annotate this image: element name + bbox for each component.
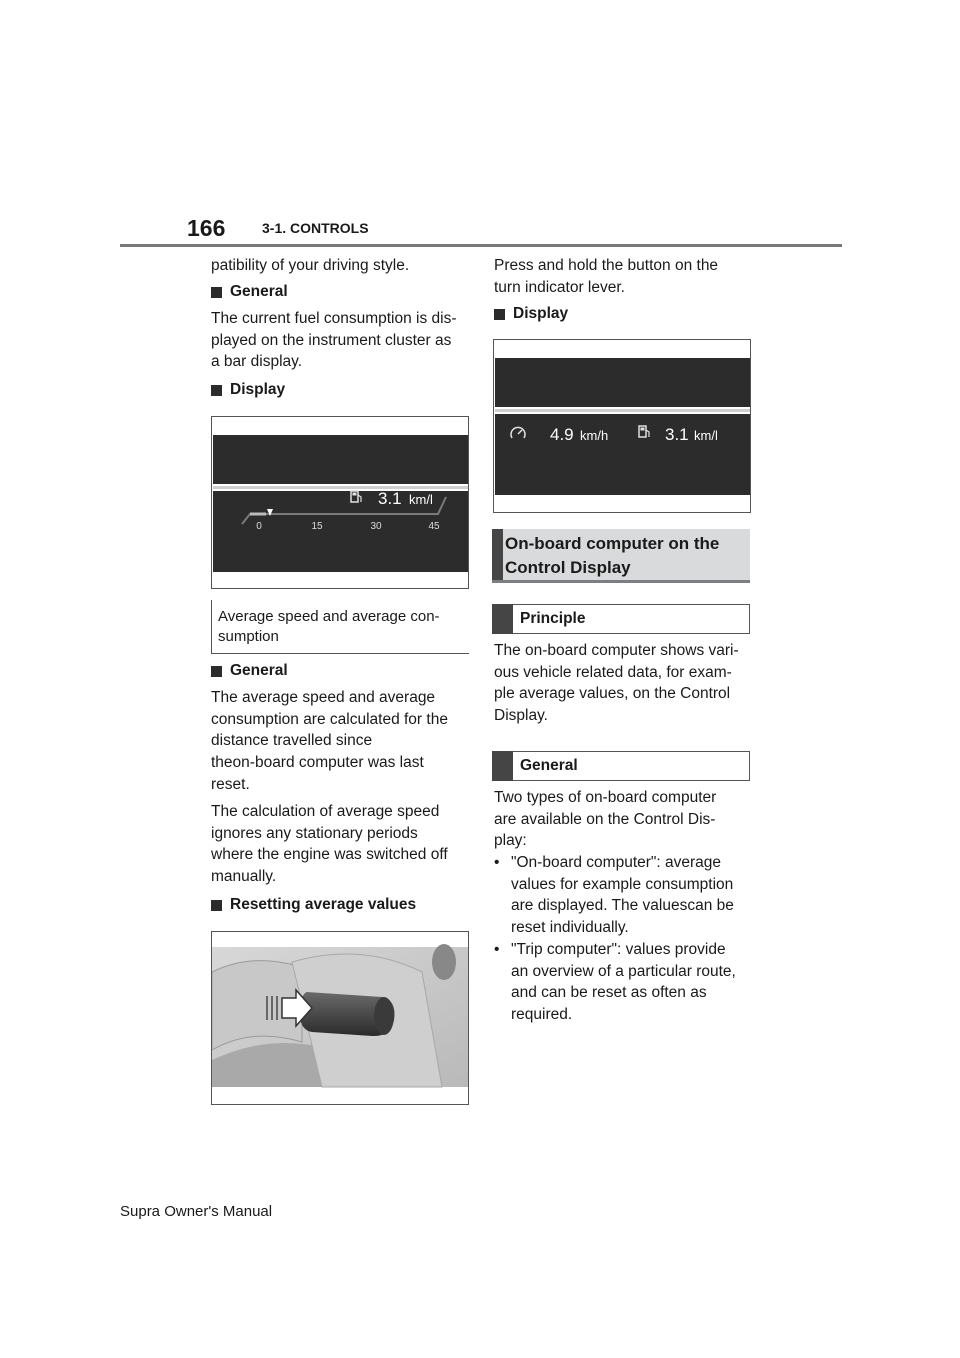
heading-display-1 <box>211 380 285 400</box>
onboard-computer-heading <box>505 532 719 580</box>
square-bullet-icon <box>211 385 222 396</box>
consumption-unit: km/l <box>409 492 433 507</box>
text-line: "Trip computer": values provide <box>511 940 726 958</box>
paragraph-calculation <box>211 801 448 888</box>
scale-label: 45 <box>428 521 440 532</box>
computer-types-list <box>494 852 754 1026</box>
figure-speed-consumption <box>493 339 751 513</box>
text-line: and can be reset as often as <box>511 984 707 1002</box>
figure-consumption-bar <box>211 416 469 589</box>
text-line: turn indicator lever. <box>494 278 625 296</box>
heading-general-1-label: General <box>230 283 288 300</box>
page-number: 166 <box>187 215 226 241</box>
heading-general-2 <box>211 661 288 681</box>
text-line: consumption are calculated for the <box>211 710 448 728</box>
text-line: a bar display. <box>211 353 303 371</box>
average-speed-unit: km/h <box>580 428 609 443</box>
scale-label: 15 <box>311 521 323 532</box>
consumption-display-screen <box>212 417 468 588</box>
average-consumption-unit: km/l <box>694 428 718 443</box>
text-line: an overview of a particular route, <box>511 962 736 980</box>
label-accent-bar <box>492 751 513 781</box>
text-line: are displayed. The valuescan be <box>511 897 734 915</box>
text-line: On-board computer on the <box>505 534 720 553</box>
bullet-dot: • <box>494 940 500 958</box>
text-line: "On-board computer": average <box>511 854 722 871</box>
text-line: Press and hold the button on the <box>494 257 719 274</box>
text-line: theon-board computer was last <box>211 754 424 772</box>
lever-illustration <box>212 932 468 1104</box>
text-line: are available on the Control Dis- <box>494 810 716 828</box>
text-line: reset. <box>211 775 250 793</box>
heading-display-2-label: Display <box>513 305 569 322</box>
label-accent-bar <box>492 604 513 634</box>
text-line: The average speed and average <box>211 689 436 706</box>
average-consumption-value: 3.1 <box>665 425 689 444</box>
text-line: where the engine was switched off <box>211 846 448 864</box>
text-line: required. <box>511 1005 573 1023</box>
text-line: reset individually. <box>511 919 629 937</box>
square-bullet-icon <box>211 287 222 298</box>
text-line: values for example consumption <box>511 875 734 893</box>
square-bullet-icon <box>211 666 222 677</box>
text-line: manually. <box>211 868 277 886</box>
square-bullet-icon <box>211 900 222 911</box>
label-general <box>492 751 750 781</box>
text-line: ous vehicle related data, for exam- <box>494 663 732 681</box>
paragraph-general-1 <box>211 308 457 373</box>
heading-display-1-label: Display <box>230 381 286 398</box>
text-line: play: <box>494 832 527 850</box>
figure-caption-box <box>211 600 469 654</box>
text-line: ple average values, on the Control <box>494 685 731 703</box>
average-speed-value: 4.9 <box>550 425 574 444</box>
text-line: The current fuel consumption is dis- <box>211 310 457 327</box>
text-line: distance travelled since <box>211 732 373 750</box>
heading-resetting-label: Resetting average values <box>230 896 417 913</box>
text-line: ignores any stationary periods <box>211 824 418 842</box>
heading-general-2-label: General <box>230 662 288 679</box>
square-bullet-icon <box>494 309 505 320</box>
heading-display-2 <box>494 304 568 324</box>
text-line: Display. <box>494 707 548 725</box>
text-line: The on-board computer shows vari- <box>494 642 739 659</box>
scale-label: 0 <box>256 521 262 532</box>
figure-turn-indicator-lever <box>211 931 469 1105</box>
footer-manual-title: Supra Owner's Manual <box>120 1203 273 1220</box>
section-heading-onboard-computer <box>492 529 750 583</box>
paragraph-press-hold <box>494 255 718 298</box>
heading-accent-bar <box>492 529 503 580</box>
list-item <box>494 852 754 939</box>
header-rule <box>120 244 842 247</box>
consumption-value: 3.1 <box>378 489 402 508</box>
intro-text: patibility of your driving style. <box>211 257 410 274</box>
list-item <box>494 939 754 1026</box>
bullet-dot: • <box>494 854 500 871</box>
text-line: Two types of on-board computer <box>494 789 717 806</box>
text-line: sumption <box>218 628 279 645</box>
text-line: The calculation of average speed <box>211 803 440 820</box>
heading-general-1 <box>211 282 288 302</box>
label-principle <box>492 604 750 634</box>
speed-consumption-screen <box>494 340 750 512</box>
scale-label: 30 <box>370 521 382 532</box>
principle-label-text: Principle <box>520 610 586 627</box>
paragraph-principle <box>494 640 739 727</box>
figure-caption <box>218 607 440 647</box>
paragraph-types <box>494 787 716 852</box>
heading-resetting <box>211 895 416 915</box>
text-line: played on the instrument cluster as <box>211 331 452 349</box>
general-label-text: General <box>520 757 578 774</box>
text-line: Control Display <box>505 558 631 577</box>
section-title: 3-1. CONTROLS <box>262 220 369 236</box>
paragraph-general-2 <box>211 687 448 796</box>
text-line: Average speed and average con- <box>218 608 440 625</box>
